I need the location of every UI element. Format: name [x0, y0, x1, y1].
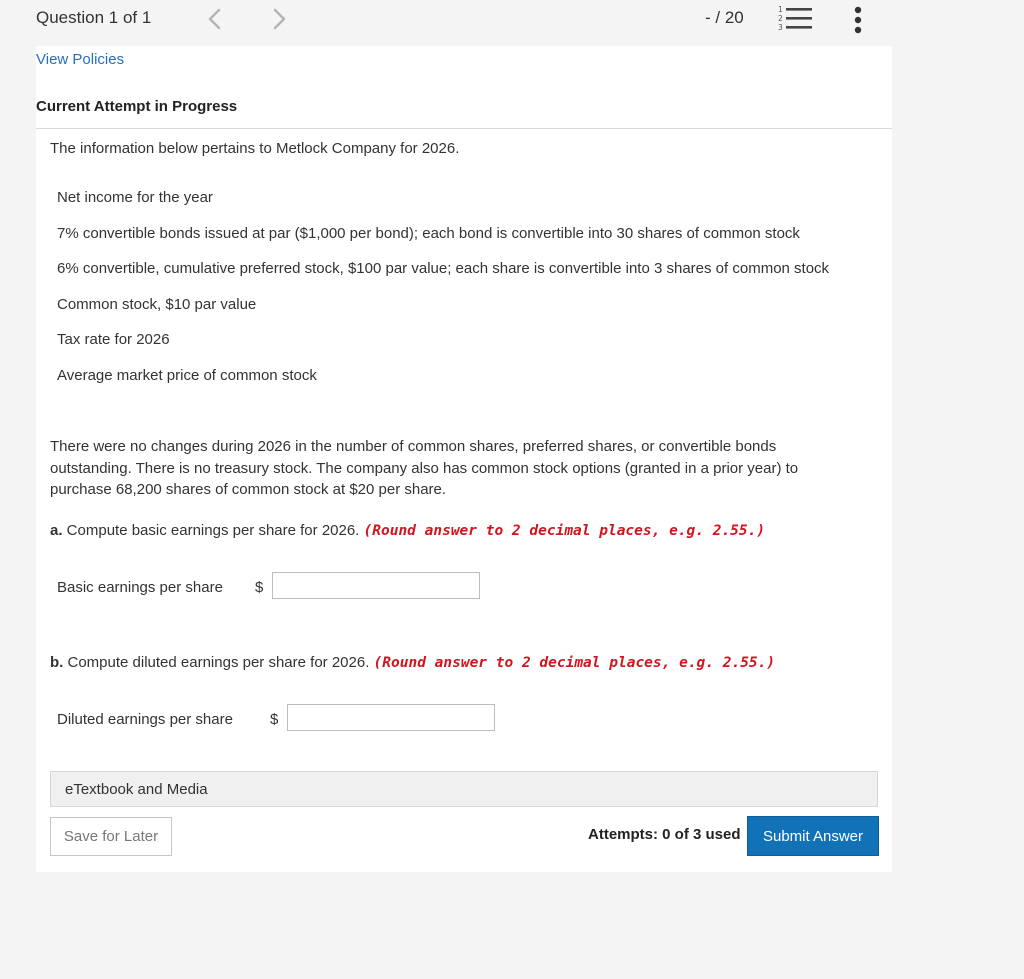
- part-b-rounding-hint: (Round answer to 2 decimal places, e.g. 2.55.): [373, 655, 776, 671]
- info-item-common-stock: Common stock, $10 par value: [57, 295, 257, 313]
- basic-eps-label: Basic earnings per share: [57, 579, 223, 596]
- svg-text:1: 1: [778, 5, 783, 14]
- question-counter: Question 1 of 1: [36, 8, 152, 27]
- more-options-icon[interactable]: [852, 6, 864, 34]
- svg-text:3: 3: [778, 23, 783, 32]
- problem-paragraph: There were no changes during 2026 in the number of common shares, preferred shares, or convertible bonds outstanding. There is no treasury stock. The company also has common stock options (granted in a prior year) to purchase 68,200 shares of common stock at $20 per share.: [50, 438, 799, 498]
- next-question-icon[interactable]: [268, 6, 290, 32]
- score-display: - / 20: [705, 8, 744, 27]
- part-b-text: Compute diluted earnings per share for 2026.: [63, 654, 374, 671]
- problem-intro: The information below pertains to Metlock Company for 2026.: [50, 140, 460, 157]
- previous-question-icon[interactable]: [204, 6, 226, 32]
- submit-answer-button[interactable]: Submit Answer: [747, 816, 879, 856]
- etextbook-media-label: eTextbook and Media: [65, 781, 208, 798]
- part-b-question: [50, 654, 775, 671]
- diluted-eps-currency: $: [270, 711, 279, 728]
- basic-eps-input[interactable]: [272, 572, 480, 599]
- info-item-tax-rate: Tax rate for 2026: [57, 331, 170, 349]
- divider: [36, 128, 892, 129]
- info-item-net-income: Net income for the year: [57, 189, 213, 206]
- question-list-icon[interactable]: [777, 4, 813, 32]
- top-bar: [0, 0, 1024, 46]
- part-a-question: [50, 522, 765, 539]
- attempt-status-heading: Current Attempt in Progress: [36, 98, 238, 115]
- svg-text:2: 2: [778, 14, 783, 23]
- diluted-eps-input[interactable]: [287, 704, 495, 731]
- part-a-letter: a.: [50, 522, 63, 539]
- etextbook-media-bar[interactable]: [50, 771, 878, 807]
- question-panel: [36, 46, 892, 872]
- info-item-convertible-bonds: 7% convertible bonds issued at par ($1,000 per bond); each bond is convertible into 30 shares of common stock: [57, 224, 800, 242]
- attempts-counter: Attempts: 0 of 3 used: [588, 826, 741, 843]
- part-a-text: Compute basic earnings per share for 2026.: [62, 522, 364, 539]
- view-policies-link[interactable]: View Policies: [36, 51, 125, 68]
- part-a-rounding-hint: (Round answer to 2 decimal places, e.g. 2.55.): [363, 523, 766, 539]
- diluted-eps-label: Diluted earnings per share: [57, 711, 233, 728]
- part-b-letter: b.: [50, 654, 64, 671]
- info-item-preferred-stock: 6% convertible, cumulative preferred stock, $100 par value; each share is convertible into 3 shares of common stock: [57, 260, 830, 278]
- problem-info-list: [57, 189, 829, 403]
- save-for-later-button[interactable]: Save for Later: [50, 817, 172, 856]
- info-item-market-price: Average market price of common stock: [57, 366, 317, 384]
- basic-eps-currency: $: [255, 579, 264, 596]
